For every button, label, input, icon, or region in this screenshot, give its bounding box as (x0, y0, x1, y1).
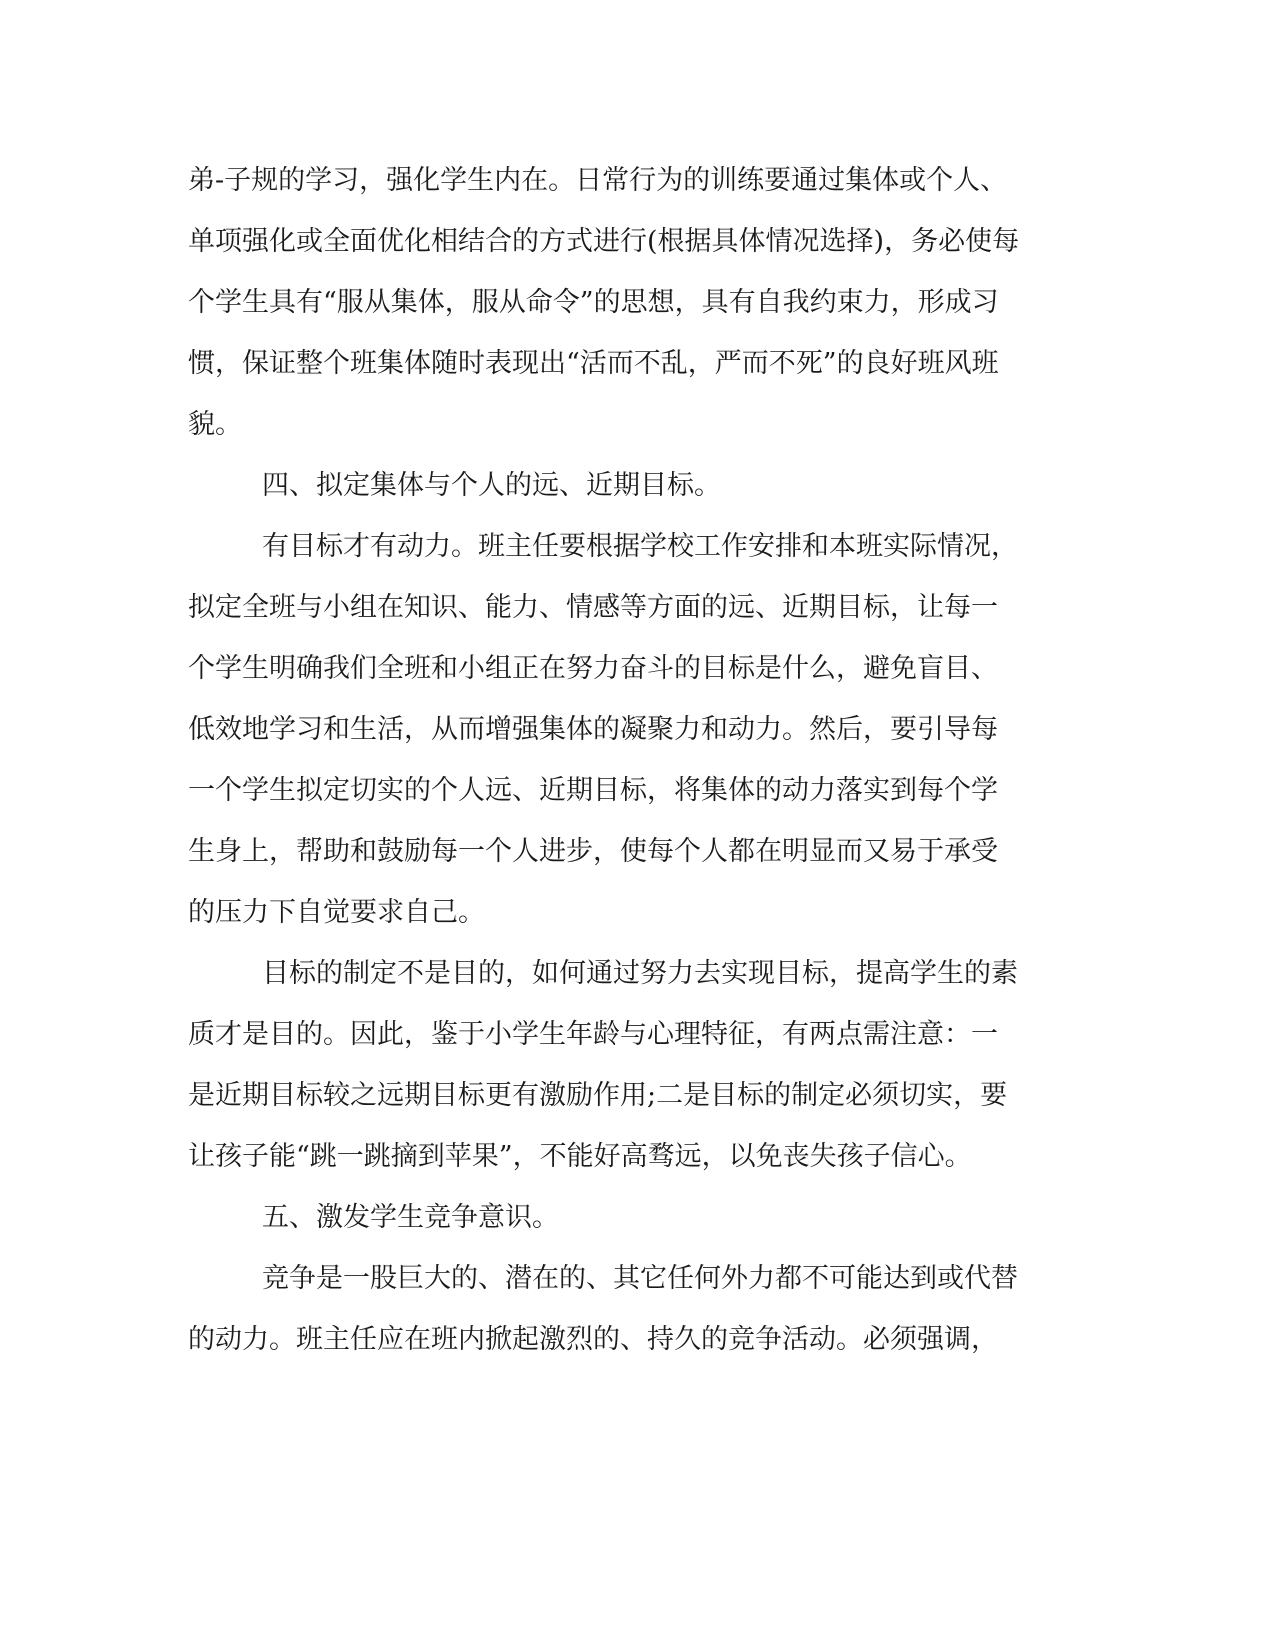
text-line: 让孩子能“跳一跳摘到苹果”，不能好高骛远，以免丧失孩子信心。 (188, 1141, 972, 1172)
text-line: 有目标才有动力。班主任要根据学校工作安排和本班实际情况， (262, 531, 1018, 562)
text-line: 生身上，帮助和鼓励每一个人进步，使每个人都在明显而又易于承受 (188, 836, 998, 867)
text-line: 个学生明确我们全班和小组正在努力奋斗的目标是什么，避免盲目、 (188, 653, 998, 684)
text-line: 低效地学习和生活，从而增强集体的凝聚力和动力。然后，要引导每 (188, 714, 998, 745)
text-line: 的动力。班主任应在班内掀起激烈的、持久的竞争活动。必须强调， (188, 1324, 998, 1355)
section-heading: 四、拟定集体与个人的远、近期目标。 (262, 470, 721, 501)
text-line: 一个学生拟定切实的个人远、近期目标，将集体的动力落实到每个学 (188, 775, 998, 806)
text-line: 弟-子规的学习，强化学生内在。日常行为的训练要通过集体或个人、 (188, 165, 1008, 196)
text-line: 是近期目标较之远期目标更有激励作用;二是目标的制定必须切实，要 (188, 1080, 1008, 1111)
text-line: 拟定全班与小组在知识、能力、情感等方面的远、近期目标，让每一 (188, 592, 998, 623)
text-line: 貌。 (188, 409, 242, 440)
text-line: 的压力下自觉要求自己。 (188, 897, 485, 928)
text-line: 竞争是一股巨大的、潜在的、其它任何外力都不可能达到或代替 (262, 1263, 1018, 1294)
text-line: 目标的制定不是目的，如何通过努力去实现目标，提高学生的素 (262, 958, 1018, 989)
text-line: 个学生具有“服从集体，服从命令”的思想，具有自我约束力，形成习 (188, 287, 999, 318)
text-line: 质才是目的。因此，鉴于小学生年龄与心理特征，有两点需注意：一 (188, 1019, 998, 1050)
text-line: 单项强化或全面优化相结合的方式进行(根据具体情况选择)，务必使每 (188, 226, 1020, 257)
text-line: 惯，保证整个班集体随时表现出“活而不乱，严而不死”的良好班风班 (188, 348, 999, 379)
section-heading: 五、激发学生竞争意识。 (262, 1202, 559, 1233)
body-text (188, 150, 1078, 1370)
